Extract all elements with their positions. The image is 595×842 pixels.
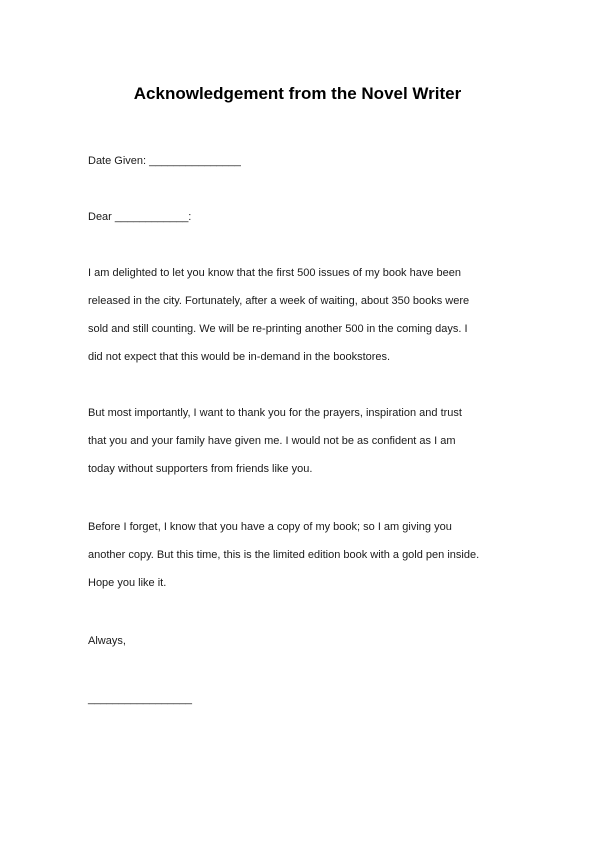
paragraph-line: another copy. But this time, this is the limited edition book with a gold pen inside. <box>88 549 480 561</box>
date-given-line: Date Given: _______________ <box>88 155 241 167</box>
paragraph-line: Before I forget, I know that you have a copy of my book; so I am giving you <box>88 521 452 533</box>
paragraph-line: Hope you like it. <box>88 577 167 589</box>
paragraph-line: I am delighted to let you know that the first 500 issues of my book have been <box>88 267 461 279</box>
signature-line: _________________ <box>88 693 193 705</box>
paragraph-line: sold and still counting. We will be re-printing another 500 in the coming days. I <box>88 323 468 335</box>
paragraph-line: did not expect that this would be in-demand in the bookstores. <box>88 351 391 363</box>
paragraph-line: today without supporters from friends like you. <box>88 463 313 475</box>
document-title: Acknowledgement from the Novel Writer <box>133 84 462 103</box>
salutation-line: Dear ____________: <box>88 211 192 223</box>
paragraph-line: that you and your family have given me. I would not be as confident as I am <box>88 435 456 447</box>
closing-line: Always, <box>88 635 126 647</box>
paragraph-line: released in the city. Fortunately, after a week of waiting, about 350 books were <box>88 295 470 307</box>
paragraph-line: But most importantly, I want to thank you for the prayers, inspiration and trust <box>88 407 462 419</box>
